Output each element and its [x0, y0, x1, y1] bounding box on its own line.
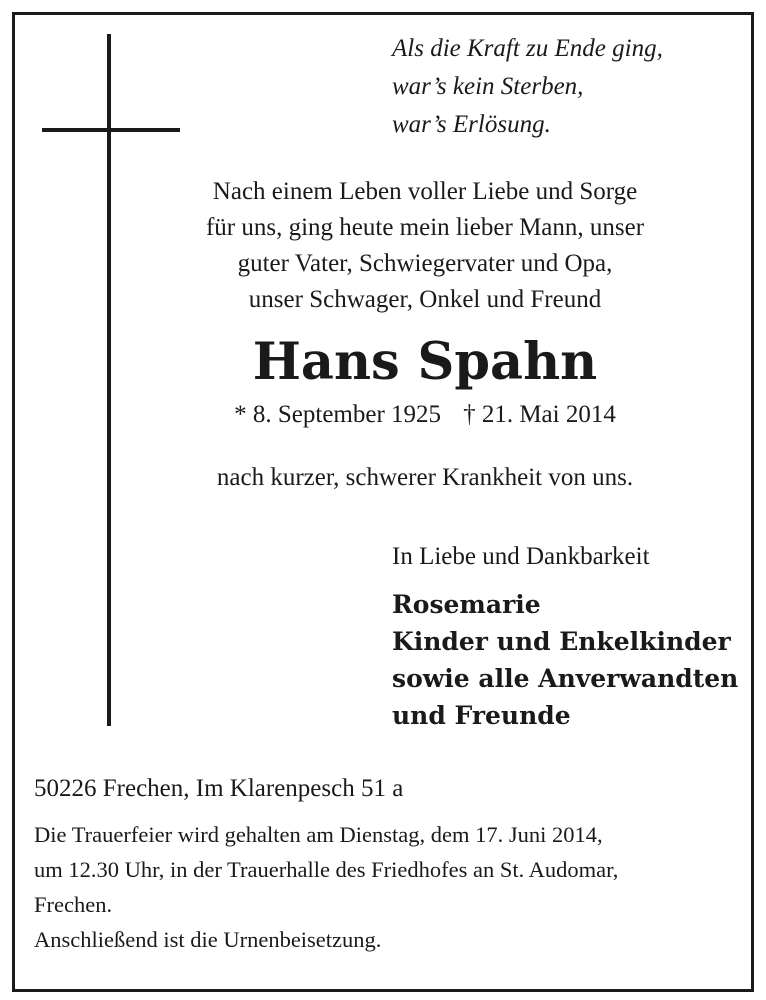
cross-vertical-bar [107, 34, 111, 726]
death-date: † 21. Mai 2014 [463, 401, 616, 428]
memorial-quote [392, 30, 663, 144]
survivor-name: Kinder und Enkelkinder [392, 627, 731, 656]
ceremony-line: Frechen. [34, 892, 113, 917]
illness-line: nach kurzer, schwerer Krankheit von uns. [216, 464, 634, 491]
life-dates [120, 397, 730, 433]
quote-line: Als die Kraft zu Ende ging, [392, 35, 663, 62]
ceremony-line: um 12.30 Uhr, in der Trauerhalle des Friedhofes an St. Audomar, [34, 857, 619, 882]
ceremony-details [34, 817, 618, 957]
survivor-name: Rosemarie [392, 590, 541, 619]
signature-intro: In Liebe und Dankbarkeit [392, 543, 650, 570]
intro-line: für uns, ging heute mein lieber Mann, unser [205, 214, 645, 241]
birth-date: * 8. September 1925 [234, 401, 442, 428]
deceased-name: Hans Spahn [252, 332, 598, 392]
intro-line: unser Schwager, Onkel und Freund [248, 286, 602, 313]
intro-line: guter Vater, Schwiegervater und Opa, [237, 250, 613, 277]
survivor-name: und Freunde [392, 701, 571, 730]
family-address: 50226 Frechen, Im Klarenpesch 51 a [34, 775, 404, 802]
survivors-list [392, 586, 738, 734]
cross-horizontal-bar [42, 128, 180, 132]
intro-line: Nach einem Leben voller Liebe und Sorge [212, 178, 638, 205]
quote-line: war’s Erlösung. [392, 111, 551, 138]
announcement-intro [120, 174, 730, 318]
ceremony-line: Die Trauerfeier wird gehalten am Dienstag, dem 17. Juni 2014, [34, 822, 603, 847]
survivor-name: sowie alle Anverwandten [392, 664, 739, 693]
quote-line: war’s kein Sterben, [392, 73, 584, 100]
ceremony-line: Anschließend ist die Urnenbeisetzung. [34, 927, 382, 952]
